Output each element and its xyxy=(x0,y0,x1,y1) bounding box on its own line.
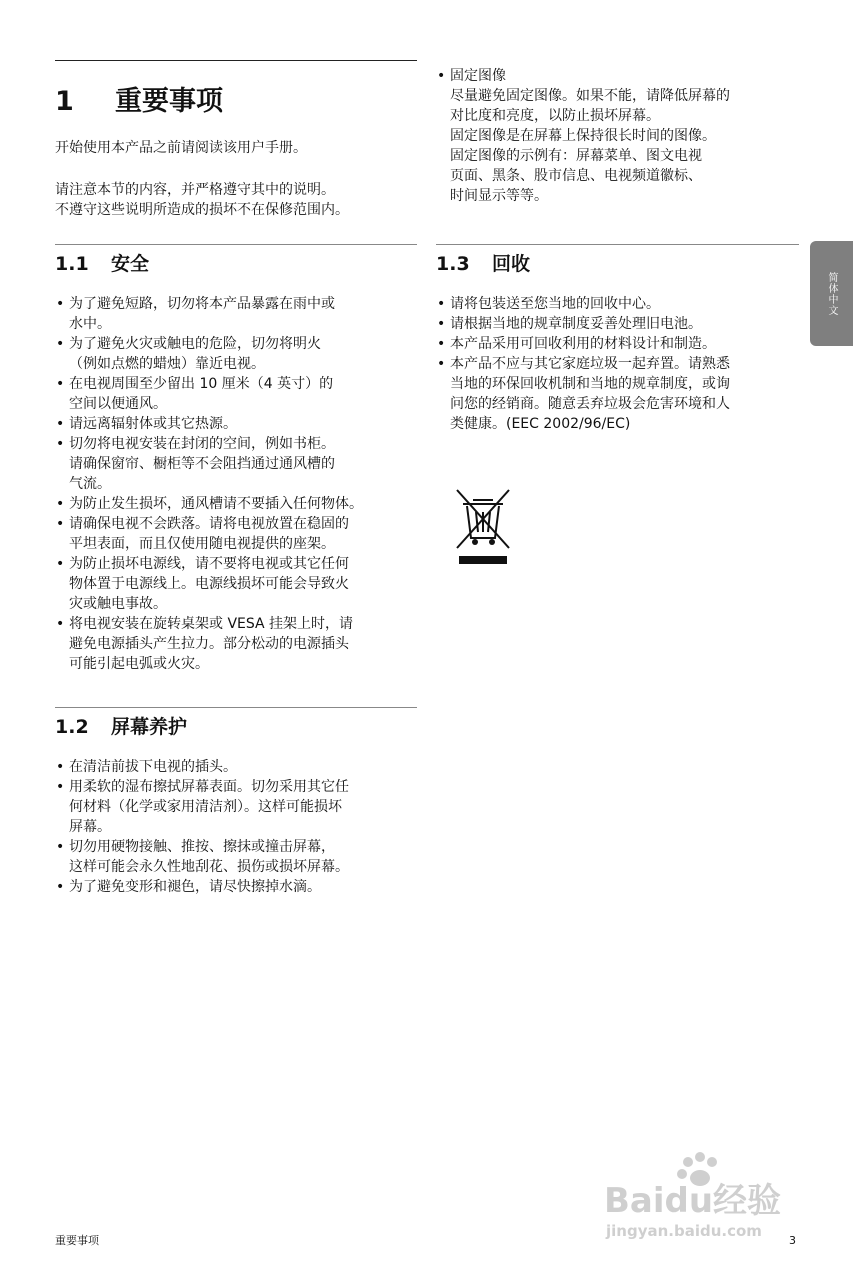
list-item: • 将电视安装在旋转桌架或 VESA 挂架上时，请 避免电源插头产生拉力。部分松动的电源插头 可能引起电弧或火灾。 xyxy=(55,614,417,674)
safety-title: 安全 xyxy=(111,253,150,275)
list-item: • 为了避免火灾或触电的危险，切勿将明火 （例如点燃的蜡烛）靠近电视。 xyxy=(55,334,417,374)
list-item: • 请将包装送至您当地的回收中心。 xyxy=(436,294,799,314)
top-rule xyxy=(55,60,417,61)
list-item: • 用柔软的湿布擦拭屏幕表面。切勿采用其它任 何材料（化学或家用清洁剂）。这样可能损坏 屏幕。 xyxy=(55,777,417,837)
section-1-title: 重要事项 xyxy=(115,86,223,117)
notice-text xyxy=(55,180,417,220)
notice-line: 不遵守这些说明所造成的损坏不在保修范围内。 xyxy=(55,202,349,218)
list-item: • 为了避免变形和褪色，请尽快擦掉水滴。 xyxy=(55,877,417,897)
recycling-heading xyxy=(436,249,799,276)
static-image-label: 固定图像 xyxy=(450,68,506,84)
list-item: • 本产品不应与其它家庭垃圾一起弃置。请熟悉 当地的环保回收机制和当地的规章制度，或询 问您的经销商。随意丢弃垃圾会危害环境和人 类健康。(EEC 2002/96/EC) xyxy=(436,354,799,434)
recycling-title: 回收 xyxy=(492,253,531,275)
list-item: • 切勿用硬物接触、推按、擦抹或撞击屏幕， 这样可能会永久性地刮花、损伤或损坏屏幕。 xyxy=(55,837,417,877)
watermark-brand: Baidu经验 xyxy=(604,1181,782,1221)
recycling-rule xyxy=(436,244,799,245)
notice-line: 请注意本节的内容，并严格遵守其中的说明。 xyxy=(55,182,335,198)
language-side-tab xyxy=(810,241,853,346)
screen-care-list xyxy=(55,757,417,897)
side-tab-label: 简体中文 xyxy=(826,271,837,316)
list-item: • 请根据当地的规章制度妥善处理旧电池。 xyxy=(436,314,799,334)
list-item: • 请远离辐射体或其它热源。 xyxy=(55,414,417,434)
weee-bin-icon xyxy=(455,488,511,568)
list-item: • 为防止损坏电源线，请不要将电视或其它任何 物体置于电源线上。电源线损坏可能会导致火 灾或触电事故。 xyxy=(55,554,417,614)
section-1-heading xyxy=(55,79,417,118)
list-item: • 为防止发生损坏，通风槽请不要插入任何物体。 xyxy=(55,494,417,514)
list-item: • 为了避免短路，切勿将本产品暴露在雨中或 水中。 xyxy=(55,294,417,334)
list-item: • 在清洁前拔下电视的插头。 xyxy=(55,757,417,777)
safety-number: 1.1 xyxy=(55,253,89,275)
static-image-block xyxy=(436,66,799,206)
screen-care-title: 屏幕养护 xyxy=(111,716,188,738)
list-item: • 本产品采用可回收利用的材料设计和制造。 xyxy=(436,334,799,354)
footer-section-name: 重要事项 xyxy=(55,1234,99,1247)
footer-page-number: 3 xyxy=(789,1234,796,1247)
recycling-number: 1.3 xyxy=(436,253,470,275)
list-item: • 在电视周围至少留出 10 厘米（4 英寸）的 空间以便通风。 xyxy=(55,374,417,414)
list-item: • 请确保电视不会跌落。请将电视放置在稳固的 平坦表面，而且仅使用随电视提供的座架。 xyxy=(55,514,417,554)
left-column xyxy=(55,60,417,897)
baidu-watermark xyxy=(600,1150,800,1250)
screen-care-rule xyxy=(55,707,417,708)
screen-care-heading xyxy=(55,712,417,739)
safety-heading xyxy=(55,249,417,276)
section-1-number: 1 xyxy=(55,86,74,117)
right-column xyxy=(436,66,799,434)
screen-care-number: 1.2 xyxy=(55,716,89,738)
list-item: • 切勿将电视安装在封闭的空间，例如书柜。 请确保窗帘、橱柜等不会阻挡通过通风槽的 气流。 xyxy=(55,434,417,494)
list-item: • 固定图像 尽量避免固定图像。如果不能，请降低屏幕的 对比度和亮度，以防止损坏屏幕。 固定图像是在屏幕上保持很长时间的图像。 固定图像的示例有：屏幕菜单、图文电视 页面、黑条、股市信息、电视频道徽标、 时间显示等等。 xyxy=(436,66,799,206)
recycling-list xyxy=(436,294,799,434)
safety-rule xyxy=(55,244,417,245)
safety-list xyxy=(55,294,417,674)
watermark-url: jingyan.baidu.com xyxy=(606,1222,762,1240)
intro-text: 开始使用本产品之前请阅读该用户手册。 xyxy=(55,140,307,156)
